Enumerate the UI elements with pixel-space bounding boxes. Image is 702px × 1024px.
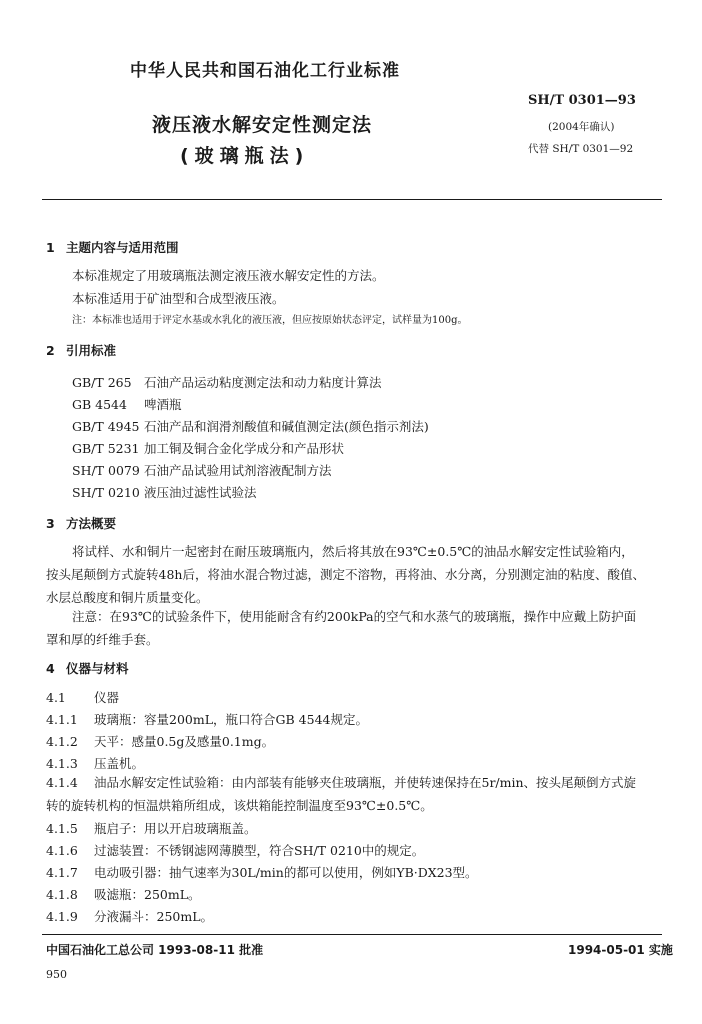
equipment-item <box>46 754 144 772</box>
equipment-item <box>46 732 274 750</box>
item-text: 过滤装置：不锈钢滤网薄膜型，符合SH/T 0210中的规定。 <box>94 843 425 858</box>
item-text: 分液漏斗：250mL。 <box>94 909 214 924</box>
document-title: 液压液水解安定性测定法 <box>152 114 373 136</box>
equipment-item <box>46 710 368 728</box>
reference-item <box>72 461 332 479</box>
method-summary-paragraph: 将试样、水和铜片一起密封在耐压玻璃瓶内，然后将其放在93℃±0.5℃的油品水解安定性试验箱内，按头尾颠倒方式旋转48h后，将油水混合物过滤，测定不溶物，再将油、水分离，分别测定油的粘度、酸值、水层总酸度和铜片质量变化。 <box>46 544 645 605</box>
paragraph: 本标准适用于矿油型和合成型液压液。 <box>72 291 285 306</box>
equipment-item <box>46 841 424 859</box>
paragraph: 本标准规定了用玻璃瓶法测定液压液水解安定性的方法。 <box>72 268 385 283</box>
reference-title: 啤酒瓶 <box>144 397 182 412</box>
equipment-item <box>46 863 478 881</box>
reference-item <box>72 395 182 413</box>
reference-item <box>72 439 344 457</box>
reference-code: SH/T 0079 <box>72 463 140 478</box>
section-4-heading <box>46 659 129 677</box>
header-divider <box>42 199 662 200</box>
reference-code: GB/T 5231 <box>72 441 140 456</box>
item-number: 4.1.8 <box>46 887 78 902</box>
section-number: 4 <box>46 661 55 676</box>
organization-header: 中华人民共和国石油化工行业标准 <box>130 61 400 81</box>
page-number: 950 <box>46 968 67 981</box>
item-number: 4.1.4 <box>46 775 78 790</box>
section-title: 引用标准 <box>66 343 117 358</box>
reference-code: GB 4544 <box>72 397 127 412</box>
equipment-item <box>46 907 213 925</box>
item-number: 4.1.2 <box>46 734 78 749</box>
equipment-item <box>46 885 201 903</box>
document-subtitle: (玻璃瓶法) <box>180 145 310 167</box>
item-text: 吸滤瓶：250mL。 <box>94 887 201 902</box>
section-3-heading <box>46 514 116 532</box>
section-number: 3 <box>46 516 55 531</box>
item-number: 4.1.3 <box>46 756 78 771</box>
item-text: 电动吸引器：抽气速率为30L/min的都可以使用，例如YB·DX23型。 <box>94 865 478 880</box>
item-text: 油品水解安定性试验箱：由内部装有能够夹住玻璃瓶，并使转速保持在5r/min、按头尾颠倒方式旋转的旋转机构的恒温烘箱所组成，该烘箱能控制温度至93℃±0.5℃。 <box>46 775 637 813</box>
item-text: 压盖机。 <box>94 756 145 771</box>
reference-item <box>72 417 429 435</box>
equipment-item <box>46 688 119 706</box>
section-title: 仪器与材料 <box>66 661 129 676</box>
reference-item <box>72 373 382 391</box>
section-1-heading <box>46 238 179 256</box>
caution-paragraph: 注意：在93℃的试验条件下，使用能耐含有约200kPa的空气和水蒸气的玻璃瓶，操作中应戴上防护面罩和厚的纤维手套。 <box>46 609 637 647</box>
item-number: 4.1.6 <box>46 843 78 858</box>
reference-code: SH/T 0210 <box>72 485 140 500</box>
item-text: 瓶启子：用以开启玻璃瓶盖。 <box>94 821 257 836</box>
section-number: 1 <box>46 240 55 255</box>
section-2-heading <box>46 341 116 359</box>
item-number: 4.1 <box>46 690 66 705</box>
reference-title: 石油产品试验用试剂溶液配制方法 <box>144 463 332 478</box>
item-text: 玻璃瓶：容量200mL，瓶口符合GB 4544规定。 <box>94 712 368 727</box>
note: 注：本标准也适用于评定水基或水乳化的液压液，但应按原始状态评定，试样量为100g。 <box>72 315 468 326</box>
section-title: 方法概要 <box>66 516 117 531</box>
approval-line: 中国石油化工总公司 1993-08-11 批准 <box>46 943 264 957</box>
reference-title: 石油产品运动粘度测定法和动力粘度计算法 <box>144 375 382 390</box>
equipment-item <box>46 771 646 817</box>
equipment-item <box>46 819 257 837</box>
item-number: 4.1.9 <box>46 909 78 924</box>
section-number: 2 <box>46 343 55 358</box>
item-number: 4.1.5 <box>46 821 78 836</box>
reference-code: GB/T 4945 <box>72 419 140 434</box>
reference-code: GB/T 265 <box>72 375 132 390</box>
item-number: 4.1.7 <box>46 865 78 880</box>
reference-title: 加工铜及铜合金化学成分和产品形状 <box>144 441 345 456</box>
section-title: 主题内容与适用范围 <box>66 240 179 255</box>
footer-divider <box>42 934 662 935</box>
item-text: 仪器 <box>94 690 120 705</box>
confirmation-note: (2004年确认) <box>548 121 615 133</box>
reference-title: 石油产品和润滑剂酸值和碱值测定法(颜色指示剂法) <box>144 419 429 434</box>
reference-title: 液压油过滤性试验法 <box>144 485 257 500</box>
standard-code: SH/T 0301—93 <box>528 93 636 108</box>
item-text: 天平：感量0.5g及感量0.1mg。 <box>94 734 275 749</box>
item-number: 4.1.1 <box>46 712 78 727</box>
effective-date: 1994-05-01 实施 <box>568 943 673 957</box>
replaces-note: 代替 SH/T 0301—92 <box>528 143 634 155</box>
reference-item <box>72 483 257 501</box>
